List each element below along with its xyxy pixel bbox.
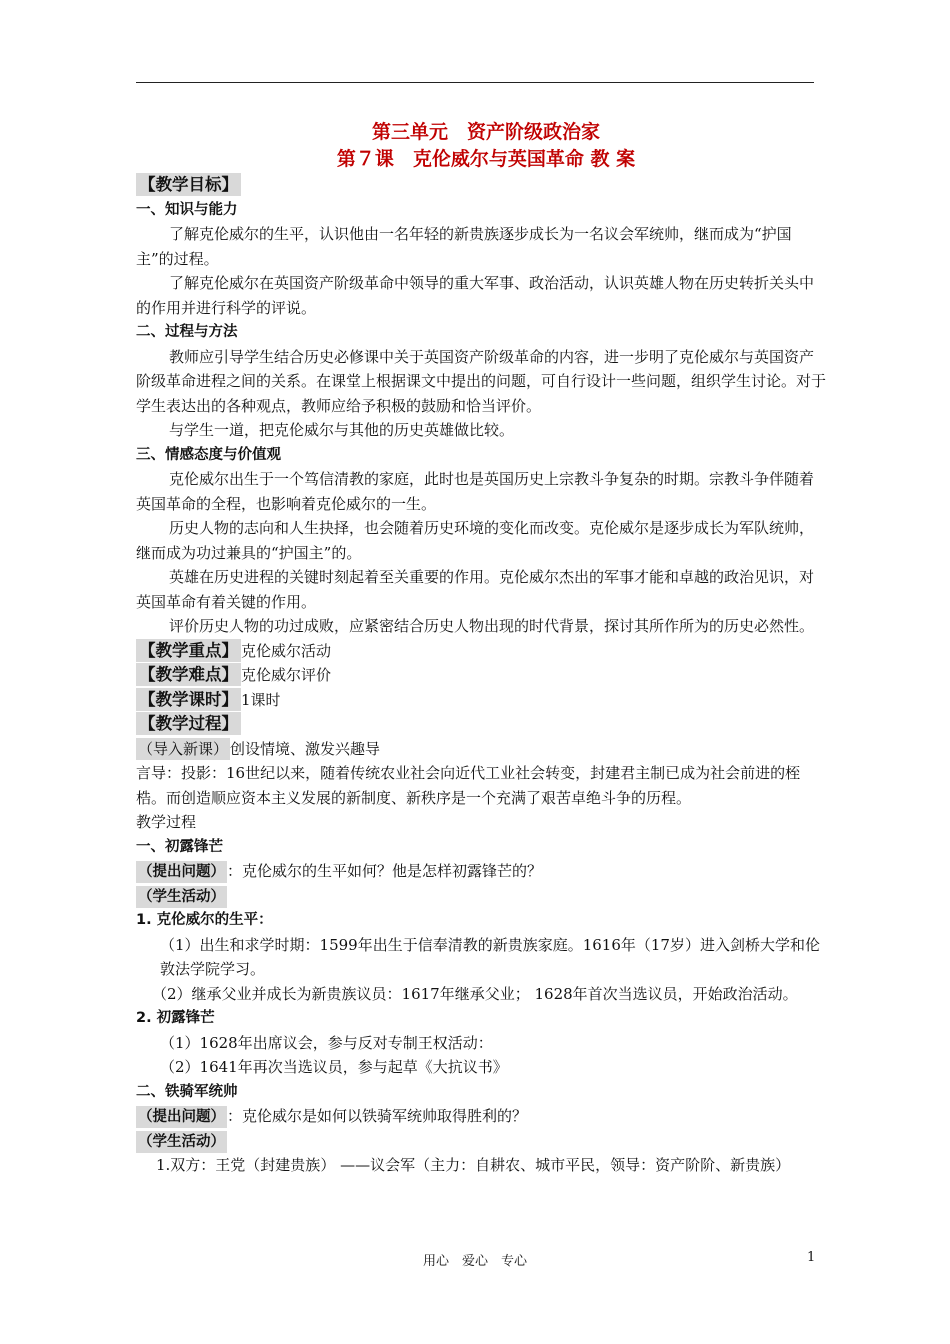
part1-sub1-item1: （1）出生和求学时期：1599年出生于信奉清教的新贵族家庭。1616年（17岁）进入剑桥大学和伦敦法学院学习。 [160, 935, 820, 978]
lesson-title: 第７课 克伦威尔与英国革命 教 案 [336, 148, 636, 170]
part1-question-label: （提出问题） [136, 861, 227, 883]
part1-sub2-item2: （2）1641年再次当选议员，参与起草《大抗议书》 [160, 1058, 508, 1076]
part1-question-row [136, 859, 826, 884]
part2-heading: 二、铁骑军统帅 [136, 1083, 238, 1100]
part2-question-text: ：克伦威尔是如何以铁骑军统帅取得胜利的？ [227, 1107, 528, 1125]
goal1-para2: 了解克伦威尔在英国资产阶级革命中领导的重大军事、政治活动，认识英雄人物在历史转折关头中的作用并进行科学的评说。 [136, 274, 815, 317]
goal2-para1: 教师应引导学生结合历史必修课中关于英国资产阶级革命的内容，进一步明了克伦威尔与英国资产阶级革命进程之间的关系。在课堂上根据课文中提出的问题，可自行设计一些问题，组织学生讨论。对于学生表达出的各种观点，教师应给予积极的鼓励和恰当评价。 [136, 347, 827, 415]
difficulty-label: 【教学难点】 [136, 663, 241, 686]
goal2-para2: 与学生一道，把克伦威尔与其他的历史英雄做比较。 [169, 421, 515, 439]
part2-question-row [136, 1104, 826, 1129]
part2-activity-label: （学生活动） [136, 1131, 227, 1153]
unit-title: 第三单元 资产阶级政治家 [371, 121, 600, 143]
goal2-heading: 二、过程与方法 [136, 324, 238, 340]
intro-row [136, 737, 826, 762]
goal3-para4: 评价历史人物的功过成败，应紧密结合历史人物出现的时代背景，探讨其所作所为的历史必然性。 [169, 617, 815, 635]
header-rule [136, 82, 814, 83]
process-text: 教学过程 [136, 813, 197, 831]
goal3-heading: 三、情感态度与价值观 [136, 446, 281, 463]
key-point-row [136, 639, 826, 664]
document-body [136, 119, 826, 1178]
goal3-para2: 历史人物的志向和人生抉择，也会随着历史环境的变化而改变。克伦威尔是逐步成长为军队统帅，继而成为功过兼具的“护国主”的。 [136, 519, 815, 562]
part1-sub2-heading: 2. 初露锋芒 [136, 1010, 215, 1026]
goal1-para1: 了解克伦威尔的生平，认识他由一名年轻的新贵族逐步成长为一名议会军统帅，继而成为“护国主”的过程。 [136, 225, 792, 268]
part1-sub1-item2: （2）继承父业并成长为新贵族议员：1617年继承父业； 1628年首次当选议员，开始政治活动。 [152, 984, 798, 1003]
difficulty-value: 克伦威尔评价 [241, 666, 332, 684]
process-label: 【教学过程】 [136, 712, 241, 735]
goal3-para1: 克伦威尔出生于一个笃信清教的家庭，此时也是英国历史上宗教斗争复杂的时期。宗教斗争伴随着英国革命的全程，也影响着克伦威尔的一生。 [136, 470, 815, 513]
difficulty-row [136, 663, 826, 688]
key-point-value: 克伦威尔活动 [241, 641, 332, 660]
part1-sub2-item1: （1）1628年出席议会，参与反对专制王权活动： [160, 1033, 493, 1052]
key-point-label: 【教学重点】 [136, 639, 241, 662]
page-number: 1 [807, 1250, 816, 1265]
hours-value: 1课时 [241, 690, 281, 709]
hours-row [136, 688, 826, 713]
part1-heading: 一、初露锋芒 [136, 838, 223, 855]
part1-sub1-heading: 1. 克伦威尔的生平： [136, 912, 273, 928]
part1-question-text: ：克伦威尔的生平如何？他是怎样初露锋芒的？ [227, 862, 543, 880]
goal1-heading: 一、知识与能力 [136, 201, 238, 218]
intro-text: 言导：投影：16世纪以来，随着传统农业社会向近代工业社会转变，封建君主制已成为社会前进的桎梏。而创造顺应资本主义发展的新制度、新秩序是一个充满了艰苦卓绝斗争的历程。 [136, 764, 801, 807]
hours-label: 【教学课时】 [136, 688, 241, 711]
part2-item1: 1.双方：王党（封建贵族） ——议会军（主力：自耕农、城市平民，领导：资产阶阶、新贵族） [156, 1156, 791, 1174]
intro-label: （导入新课） [138, 739, 229, 758]
goal3-para3: 英雄在历史进程的关键时刻起着至关重要的作用。克伦威尔杰出的军事才能和卓越的政治见识，对英国革命有着关键的作用。 [136, 568, 815, 611]
intro-value: 创设情境、激发兴趣导 [230, 739, 381, 758]
part2-question-label: （提出问题） [136, 1106, 227, 1128]
goals-label: 【教学目标】 [136, 173, 241, 196]
part1-activity-label: （学生活动） [136, 886, 227, 908]
footer-motto: 用心 爱心 专心 [422, 1254, 527, 1269]
